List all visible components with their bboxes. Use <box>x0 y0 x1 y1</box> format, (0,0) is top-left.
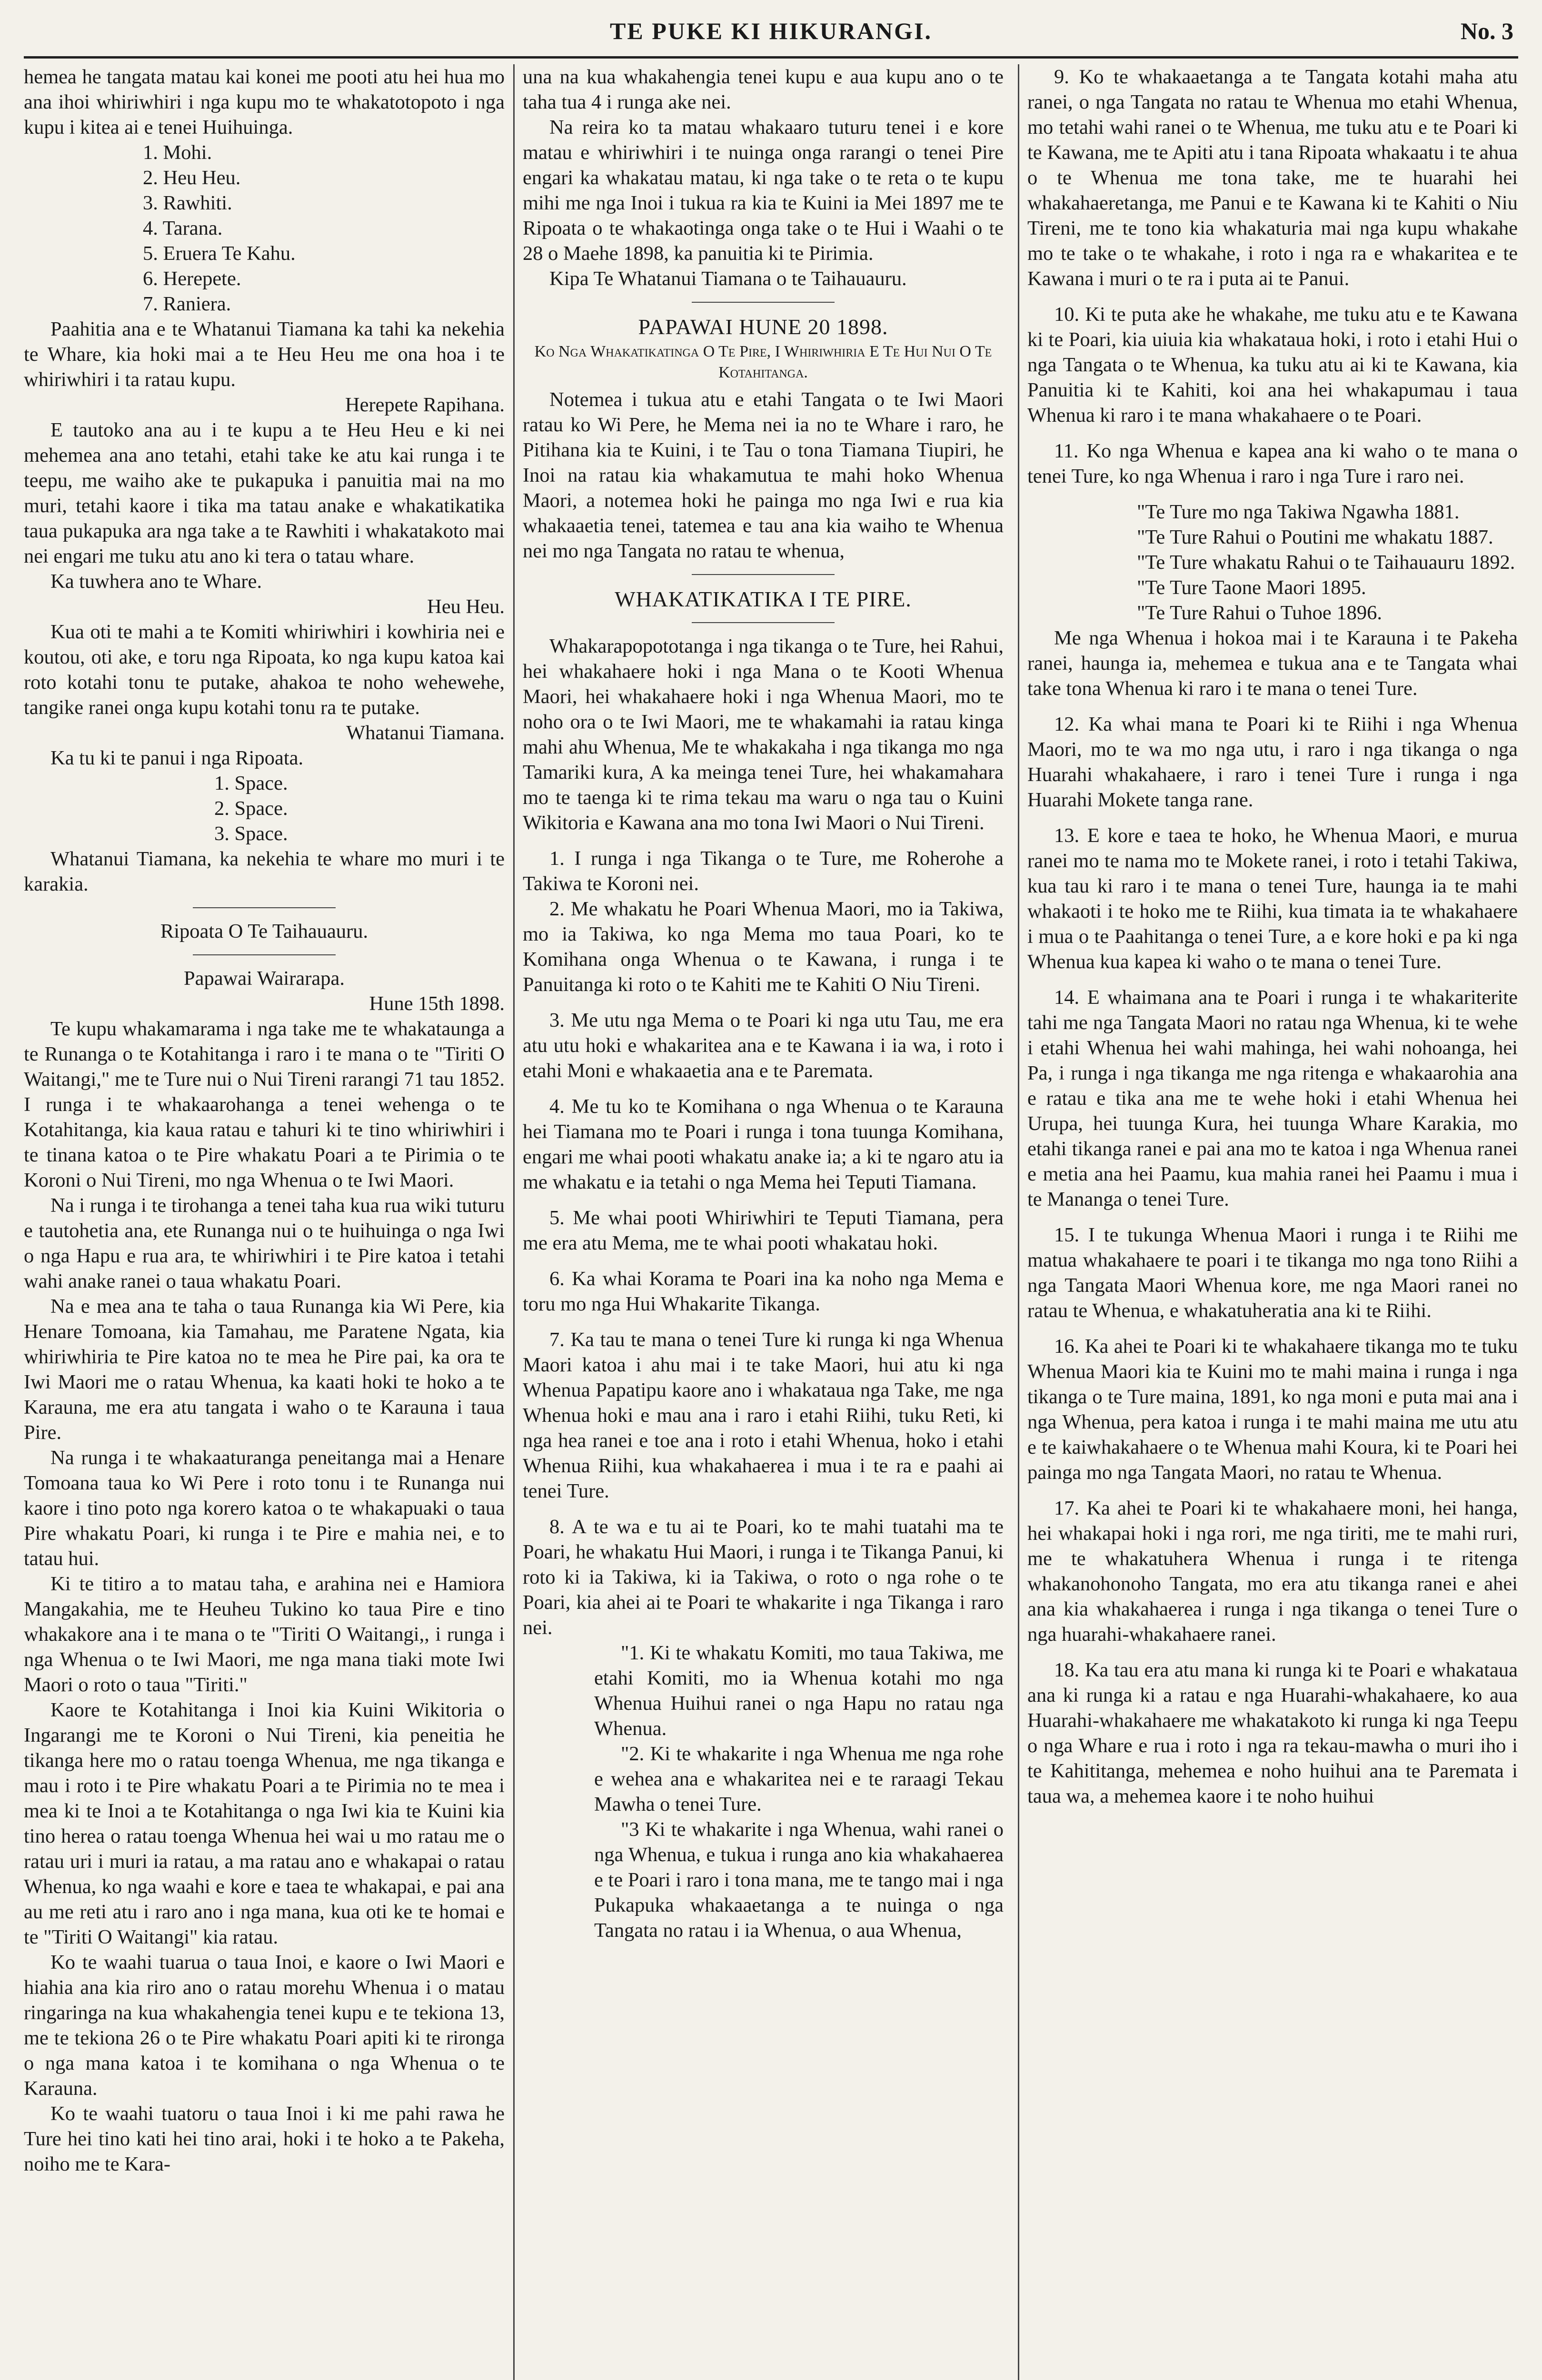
signature: Herepete Rapihana. <box>345 394 505 416</box>
paragraph: Paahitia ana e te Whatanui Tiamana ka tahi ka nekehia te Whare, kia hoki mai a te Heu Heu me ona hoa i te whiriwhiri i ta ratau kupu. <box>24 318 505 391</box>
list-item: 7. Raniera. <box>143 293 231 315</box>
section-heading: PAPAWAI HUNE 20 1898. <box>638 315 888 339</box>
paragraph: Ka tu ki te panui i nga Ripoata. <box>50 747 304 769</box>
clause: 8. A te wa e tu ai te Poari, ko te mahi tuatahi ma te Poari, he whakatu Hui Maori, i runga i te Tikanga Panui, ki roto ki ia Takiwa, ki ia Takiwa, o roto o nga rohe o te Poari, kia ahei ai te Poari te whakarite i nga Tikanga i raro nei. <box>523 1516 1004 1639</box>
paragraph: Kua oti te mahi a te Komiti whiriwhiri i kowhiria nei e koutou, oti ake, e toru nga Ripoata, ko nga kupu katoa kai roto kotahi tonu te putake, ahakoa te noho wehewehe, tangike ranei onga kupu kotahi tonu ra te putake. <box>24 621 505 719</box>
clause: 17. Ka ahei te Poari ki te whakahaere moni, hei hanga, hei whakapai hoki i nga rori, me nga tiriti, me te mahi ruri, me te whakatuhera Whenua i runga i te ritenga whakanohonoho Tangata, mo era atu tikanga ranei e ahei ana kia whakahaerea i runga i nga tikanga o tenei Ture o nga huarahi-whakahaere ranei. <box>1027 1497 1518 1646</box>
clause: 2. Me whakatu he Poari Whenua Maori, mo ia Takiwa, mo ia Takiwa, ko nga Mema mo taua Poari, ko te Komihana onga Whenua o te Kawana, i runga i te Panuitanga ki roto o te Kahiti me te Kahiti O Niu Tireni. <box>523 898 1004 996</box>
clause: 6. Ka whai Korama te Poari ina ka noho nga Mema e toru mo nga Hui Whakarite Tikanga. <box>523 1268 1004 1315</box>
paragraph: Kaore te Kotahitanga i Inoi kia Kuini Wikitoria o Ingarangi me te Koroni o Nui Tireni, kia peneitia he tikanga here mo o ratau toenga Whenua, me nga tikanga e mau i roto i te Pire whakatu Poari a te Pirimia no te mea i mea ki te Inoi a te Kotahitanga o nga Iwi kia te Kuini kia tino herea o ratau toenga Whenua hei wai u mo ratau me o ratau uri i muri ia ratau, a ma ratau ano e whakapai o ratau Whenua, ko nga waahi e kore e taea te whakapai, e pai ana au me reti atu i raro ano i nga mana, kua oti ke te homai e te "Tiriti O Waitangi" kia ratau. <box>24 1699 505 1948</box>
column-1 <box>24 64 505 2177</box>
clause: 5. Me whai pooti Whiriwhiri te Teputi Tiamana, pera me era atu Mema, me te whai pooti whakatau hoki. <box>523 1207 1004 1254</box>
sub-clause: "2. Ki te whakarite i nga Whenua me nga rohe e wehea ana e whakaritea nei e te raraagi Tekau Mawha o tenei Ture. <box>594 1743 1004 1815</box>
section-heading: WHAKATIKATIKA I TE PIRE. <box>615 587 912 611</box>
clause: 15. I te tukunga Whenua Maori i runga i te Riihi me matua whakahaere te poari i te tikanga mo nga tono Riihi a nga Tangata Maori Whenua kore, me nga Maori ranei no ratau te Whenua, e whakatuheratia ana ki te Riihi. <box>1027 1224 1518 1322</box>
list-item: 1. Space. <box>214 772 288 794</box>
list-item: "Te Ture Taone Maori 1895. <box>1137 576 1366 599</box>
clause: 1. I runga i nga Tikanga o te Ture, me Roherohe a Takiwa te Koroni nei. <box>523 847 1004 895</box>
column-divider <box>513 64 515 2380</box>
dateline-date: Hune 15th 1898. <box>369 992 505 1015</box>
list-item: "Te Ture whakatu Rahui o te Taihauauru 1892. <box>1137 551 1515 574</box>
clause: 16. Ka ahei te Poari ki te whakahaere tikanga mo te tuku Whenua Maori kia te Kuini mo te mahi maina i runga i nga tikanga o te Ture maina, 1891, ko nga moni e puta mai ana i nga Whenua, pera katoa i runga i te mahi maina me utu atu e te kaiwhakahaere o te Whenua mahi Koura, ki te Poari hei painga mo nga Tangata Maori, no ratau te Whenua. <box>1027 1335 1518 1484</box>
paragraph: Na runga i te whakaaturanga peneitanga mai a Henare Tomoana taua ko Wi Pere i roto tonu i te Runanga nui kaore i tino poto nga korero katoa o te whakapuaki o taua Pire whakatu Poari, ki runga i te Pire e mahia nei, e to tatau hui. <box>24 1447 505 1570</box>
paragraph: hemea he tangata matau kai konei me pooti atu hei hua mo ana ihoi whiriwhiri i nga kupu mo te whakatotopoto i nga kupu i kitea ai e tenei Huihuinga. <box>24 66 505 139</box>
paragraph: E tautoko ana au i te kupu a te Heu Heu e ki nei mehemea ana ano tetahi, etahi take ke atu kai runga i te teepu, me waiho ake te pukapuka i panuitia mai na mo muri, tetahi kaore i tika ma tatau anake e whakatikatika taua pukapuka ara nga take a te Rawhiti i whakatakoto mai nei engari me tuku atu ano ki tera o tatau whare. <box>24 419 505 567</box>
column-divider <box>1018 64 1019 2380</box>
paragraph: una na kua whakahengia tenei kupu e aua kupu ano o te taha tua 4 i runga ake nei. <box>523 66 1004 113</box>
signature: Heu Heu. <box>427 595 505 618</box>
paragraph: Na i runga i te tirohanga a tenei taha kua rua wiki tuturu e tautohetia ana, ete Runanga nui o te huihuinga o nga Iwi o nga Hapu e rua ara, te whiriwhiri i te Pire katoa i tetahi wahi anake ranei o taua whakatu Poari. <box>24 1194 505 1292</box>
paragraph: Ki te titiro a to matau taha, e arahina nei e Hamiora Mangakahia, me te Heuheu Tukino ko taua Pire e tino whakakore ana i te mana o te "Tiriti O Waitangi,, i runga i nga Whenua o te Iwi Maori, me nga mana tiaki mote Iwi Maori o roto o taua "Tiriti." <box>24 1573 505 1696</box>
paragraph: Ko te waahi tuatoru o taua Inoi i ki me pahi rawa he Ture hei tino kati hei tino arai, hoki i te hoko a te Pakeha, noiho me te Kara- <box>24 2102 505 2175</box>
list-item: 5. Eruera Te Kahu. <box>143 242 296 265</box>
newspaper-title: TE PUKE KI HIKURANGI. <box>610 18 932 44</box>
clause: 13. E kore e taea te hoko, he Whenua Maori, e murua ranei mo te nama mo te Mokete ranei, i roto i tetahi Takiwa, kua tau ki raro i te mana o tenei Ture, haunga ia te mahi whakaoti i te hoko me te Riihi, kua timata ia te whakahaere i mua o te Paahitanga o tenei Ture, a e kore hoki e pa ki nga Whenua kua kapea ki waho o te mana o tenei Ture. <box>1027 824 1518 973</box>
list-item: 4. Tarana. <box>143 217 223 239</box>
paragraph: Ka tuwhera ano te Whare. <box>50 570 262 593</box>
sub-clause: "3 Ki te whakarite i nga Whenua, wahi ranei o nga Whenua, e tukua i runga ano kia whakahaerea e te Poari i raro i tona mana, me te tango mai i nga Pukapuka whakaaetanga a te nuinga o nga Tangata no ratau i ia Whenua, o aua Whenua, <box>594 1818 1004 1942</box>
committee-names-list <box>24 140 505 317</box>
section-divider <box>692 302 835 303</box>
list-item: 3. Space. <box>214 823 288 845</box>
excluded-laws-list <box>1027 499 1518 625</box>
section-divider <box>692 574 835 575</box>
paragraph: Na reira ko ta matau whakaaro tuturu tenei i e kore matau e whiriwhiri i te nuinga onga rarangi o tenei Pire engari ka whakatau matau, ki nga take o te reta o te kupu mihi me nga Inoi i tukua ra kia te Kuini ia Mei 1897 me te Ripoata o te whakaotinga onga take o te Hui i Waahi o te 28 o Maehe 1898, ka panuitia ki te Pirimia. <box>523 116 1004 265</box>
list-item: 1. Mohi. <box>143 141 212 164</box>
column-2 <box>523 64 1004 1943</box>
clause: 10. Ki te puta ake he whakahe, me tuku atu e te Kawana ki te Poari, kia uiuia kia whakataua hoki, i roto i etahi Hui o nga Tangata o te Whenua, ka tuku atu ai ki te Kawana, kia Panuitia ki te Kahiti, koi ana hei whakapumau i taua Whenua ki raro i te mana whakahaere o te Poari. <box>1027 303 1518 426</box>
paragraph: Notemea i tukua atu e etahi Tangata o te Iwi Maori ratau ko Wi Pere, he Mema nei ia no te Whare i raro, he Pitihana kia te Kuini, i te Tau o tona Tiamana Tiupiri, he Inoi na ratau kia whakamutua te mahi hoko Whenua Maori, a notemea hoki he painga mo nga Iwi e rua kia whakaaetia tenei, tatemea e tau ana kia waiho te Whenua nei mo nga Tangata no ratau te whenua, <box>523 388 1004 562</box>
section-heading: Ripoata O Te Taihauauru. <box>160 920 368 942</box>
paragraph: Whatanui Tiamana, ka nekehia te whare mo muri i te karakia. <box>24 848 505 895</box>
list-item: 3. Rawhiti. <box>143 192 232 214</box>
list-item: "Te Ture mo nga Takiwa Ngawha 1881. <box>1137 501 1460 523</box>
clause: 7. Ka tau te mana o tenei Ture ki runga ki nga Whenua Maori katoa i ahu mai i te take Maori, hui atu ki nga Whenua Papatipu kaore ano i whakataua nga Take, me nga Whenua hoki e mau ana i raro i etahi Riihi, tuku Reti, ki nga hea ranei e toe ana i roto i etahi Whenua, hoko i etahi Whenua Riihi, kua whakahaerea i mua i te ra e paahi ai tenei Ture. <box>523 1329 1004 1502</box>
clause: 14. E whaimana ana te Poari i runga i te whakariterite tahi me nga Tangata Maori no ratau nga Whenua, ki te wehe i etahi Whenua hei wahi mahinga, hei wahi nohoanga, hei Pa, i runga i nga tikanga me nga ritenga e whakaarohia ana e ratau e tika ana me te wehe hoki i etahi Whenua hei Urupa, hei tuunga Kura, hei tuunga Whare Karakia, mo etahi tikanga ranei e pai ana mo te katoa i nga Whenua ranei e metia ana hei Paamu, kua mahia ranei hei Paamu i mua i te Mananga o tenei Ture. <box>1027 986 1518 1210</box>
paragraph: Kipa Te Whatanui Tiamana o te Taihauauru. <box>549 268 907 290</box>
clause: 12. Ka whai mana te Poari ki te Riihi i nga Whenua Maori, mo te wa mo nga utu, i raro i nga tikanga o nga Huarahi whakahaere, i raro i tenei Ture i runga i nga Huarahi Mokete tanga rane. <box>1027 713 1518 811</box>
signature: Whatanui Tiamana. <box>346 722 505 744</box>
section-divider <box>193 954 336 955</box>
masthead <box>24 13 1518 59</box>
column-3 <box>1027 64 1518 1809</box>
list-item: 2. Heu Heu. <box>143 167 241 189</box>
clause: 4. Me tu ko te Komihana o nga Whenua o te Karauna hei Tiamana mo te Poari i runga i tona tuunga Komihana, engari me whai pooti whakatu anake ia; a ki te ngaro atu ia me whakatu e ia tetahi o nga Mema hei Teputi Tiamana. <box>523 1095 1004 1193</box>
clause: 3. Me utu nga Mema o te Poari ki nga utu Tau, me era atu utu hoki e whakaritea ana e te Kawana i ia wa, i roto i etahi Moni e whakaaetia ana e te Paremata. <box>523 1009 1004 1082</box>
section-subheading: Ko Nga Whakatikatinga O Te Pire, I Whiriwhiria E Te Hui Nui O Te Kotahitanga. <box>534 343 992 381</box>
paragraph: Me nga Whenua i hokoa mai i te Karauna i te Pakeha ranei, haunga ia, mehemea e tukua ana e te Tangata whai take tona Whenua ki raro i te mana o tenei Ture. <box>1027 627 1518 700</box>
list-item: "Te Ture Rahui o Tuhoe 1896. <box>1137 602 1383 624</box>
dateline-place: Papawai Wairarapa. <box>184 967 345 990</box>
sub-clause: "1. Ki te whakatu Komiti, mo taua Takiwa, me etahi Komiti, mo ia Whenua kotahi mo nga Whenua Huihui ranei o nga Hapu no ratau nga Whenua. <box>594 1642 1004 1740</box>
space-list <box>24 771 505 846</box>
section-divider <box>193 907 336 908</box>
issue-number: No. 3 <box>1460 18 1513 44</box>
list-item: 2. Space. <box>214 797 288 820</box>
list-item: 6. Herepete. <box>143 268 241 290</box>
clause: 9. Ko te whakaaetanga a te Tangata kotahi maha atu ranei, o nga Tangata no ratau te Whenua mo etahi Whenua, mo tetahi wahi ranei o te Whenua, me tuku atu e te Poari ki te Kawana, me te Apiti atu i tana Ripoata whakaatu i te ahua o te Whenua me tona take, me te huarahi hei whakahaeretanga, me Panui e te Kawana ki te Kahiti o Niu Tireni, me te tono kia whakaturia mai nga kupu whakahe mo te take o te whakahe, i roto i nga ra e whakaritea e te Kawana i muri o te ra i puta ai te Panui. <box>1027 66 1518 290</box>
clause: 11. Ko nga Whenua e kapea ana ki waho o te mana o tenei Ture, ko nga Whenua i raro i nga Ture i raro nei. <box>1027 440 1518 487</box>
paragraph: Ko te waahi tuarua o taua Inoi, e kaore o Iwi Maori e hiahia ana kia riro ano o ratau morehu Whenua i o matau ringaringa na kua whakahengia tenei kupu e te tekiona 13, me te tekiona 26 o te Pire whakatu Poari apiti ki te rironga o nga mana katoa i te komihana o nga Whenua o te Karauna. <box>24 1951 505 2100</box>
section-divider <box>692 622 835 623</box>
list-item: "Te Ture Rahui o Poutini me whakatu 1887. <box>1137 526 1493 548</box>
paragraph: Na e mea ana te taha o taua Runanga kia Wi Pere, kia Henare Tomoana, kia Tamahau, me Paratene Ngata, kia whiriwhiria te Pire katoa no te mea he Pire pai, ka ora te Iwi Maori me o ratau Whenua, ka kaati hoki te hoko a te Karauna, me era atu tangata i waho o te Karauna i taua Pire. <box>24 1295 505 1444</box>
paragraph: Whakarapopototanga i nga tikanga o te Ture, hei Rahui, hei whakahaere hoki i nga Mana o te Kooti Whenua Maori, hei whakahaere hoki i nga Whenua Maori, mo te noho ora o te Iwi Maori, me te whakamahi ia ratau kinga mahi ahu Whenua, Me te whakakaha i nga tikanga mo nga Tamariki kura, A ka meinga tenei Ture, hei whakamahara mo te taenga ki te rima tekau ma waru o nga tau o Kuini Wikitoria e Kawana ana mo tona Iwi Maori o Nui Tireni. <box>523 635 1004 834</box>
clause: 18. Ka tau era atu mana ki runga ki te Poari e whakataua ana ki runga ki a ratau e nga Huarahi-whakahaere, ko aua Huarahi-whakahaere me whakatakoto ki runga ki nga Teepu o nga Whare e rua i roto i nga ra tekau-mawha o muri iho i te Kahititanga, mehemea e noho huihui ana te Paremata i taua wa, a mehemea kaore i te noho huihui <box>1027 1659 1518 1807</box>
paragraph: Te kupu whakamarama i nga take me te whakataunga a te Runanga o te Kotahitanga i raro i te mana o te "Tiriti O Waitangi," me te Ture nui o Nui Tireni rarangi 71 tau 1852. I runga i te whakaarohanga a tenei wehenga o te Kotahitanga, kia kaua ratau e tahuri ki te tino whiriwhiri i te tinana katoa o te Pire whakatu Poari a te Pirimia o te Koroni o Nui Tireni, mo nga Whenua o te Iwi Maori. <box>24 1018 505 1191</box>
